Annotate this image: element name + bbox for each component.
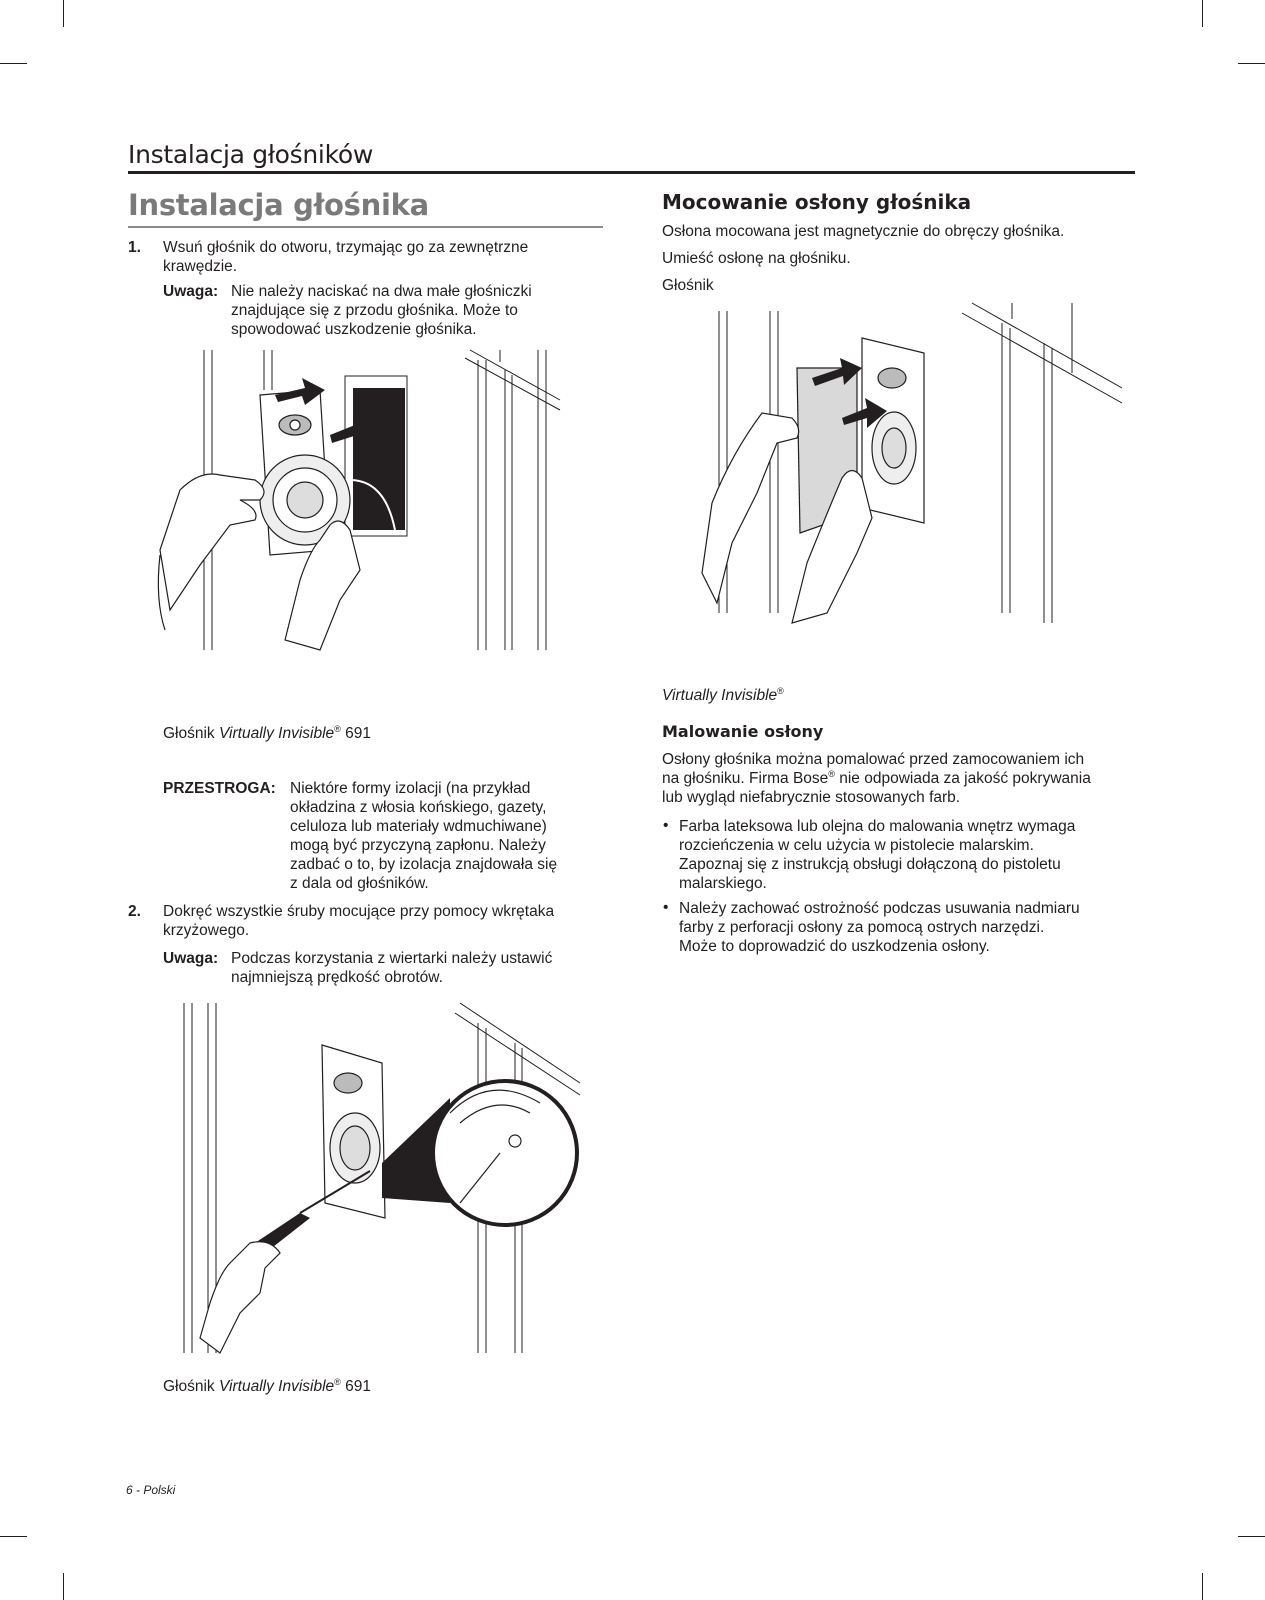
caption-product-name: Virtually Invisible <box>662 687 778 704</box>
caution-line: z dala od głośników. <box>290 875 429 892</box>
bullet-item <box>679 817 1075 893</box>
heading-attach-grille: Mocowanie osłony głośnika <box>662 190 972 214</box>
bullet-line: rozcieńczenia w celu użycia w pistolecie malarskim. <box>679 837 1034 854</box>
step-1-line: krawędzie. <box>163 258 238 275</box>
step-2-line: Dokręć wszystkie śruby mocujące przy pomocy wkrętaka <box>163 903 555 920</box>
step-1-number: 1. <box>128 239 141 256</box>
paragraph-line: lub wygląd niefabrycznie stosowanych farb. <box>662 789 961 806</box>
note-line: Podczas korzystania z wiertarki należy ustawić <box>231 950 553 967</box>
registered-mark: ® <box>334 1377 341 1387</box>
bullet-symbol: • <box>663 899 669 916</box>
caption-grille <box>662 687 784 705</box>
caution-line: mogą być przyczyną zapłonu. Należy <box>290 837 546 854</box>
caution-line: okładzina z włosia końskiego, gazety, <box>290 799 547 816</box>
step-1-text <box>163 238 528 276</box>
step-1-note-text <box>231 282 532 339</box>
heading-rule <box>128 226 603 228</box>
note-line: spowodować uszkodzenie głośnika. <box>231 321 477 338</box>
crop-mark <box>1238 1536 1265 1537</box>
heading-painting-grille: Malowanie osłony <box>662 722 824 741</box>
crop-mark <box>1202 0 1203 27</box>
illustration-tighten-screws <box>160 1003 580 1363</box>
crop-mark <box>0 63 27 64</box>
caution-label: PRZESTROGA: <box>163 780 276 797</box>
caution-line: celuloza lub materiały wdmuchiwane) <box>290 818 547 835</box>
heading-speaker-installation: Instalacja głośnika <box>128 188 429 222</box>
registered-mark: ® <box>828 769 835 779</box>
caption-prefix: Głośnik <box>163 725 219 742</box>
note-line: najmniejszą prędkość obrotów. <box>231 969 443 986</box>
header-rule <box>128 171 1135 174</box>
illustration-insert-speaker <box>160 350 560 660</box>
step-2-number: 2. <box>128 903 141 920</box>
page-footer: 6 - Polski <box>126 1483 176 1497</box>
bullet-line: Może to doprowadzić do uszkodzenia osłony. <box>679 938 990 955</box>
caption-model: 691 <box>340 1378 371 1395</box>
crop-mark <box>63 0 64 27</box>
caution-text <box>290 779 557 893</box>
crop-mark <box>0 1536 27 1537</box>
paragraph-line: Osłony głośnika można pomalować przed zamocowaniem ich <box>662 751 1085 768</box>
registered-mark: ® <box>334 724 341 734</box>
paragraph-text: na głośniku. Firma Bose <box>662 770 829 787</box>
bullet-line: Zapoznaj się z instrukcją obsługi dołączoną do pistoletu <box>679 856 1061 873</box>
caption-product-name: Virtually Invisible <box>219 725 335 742</box>
registered-mark: ® <box>777 686 784 696</box>
bullet-line: malarskiego. <box>679 875 767 892</box>
step-2-text <box>163 902 554 940</box>
crop-mark <box>63 1573 64 1600</box>
bullet-line: Farba lateksowa lub olejna do malowania wnętrz wymaga <box>679 818 1076 835</box>
caution-line: zadbać o to, by izolacja znajdowała się <box>290 856 558 873</box>
step-2-line: krzyżowego. <box>163 922 250 939</box>
step-2-note-text <box>231 949 552 987</box>
note-line: znajdujące się z przodu głośnika. Może to <box>231 302 518 319</box>
section-title: Instalacja głośników <box>128 140 374 169</box>
speaker-label: Głośnik <box>662 277 714 294</box>
bullet-item <box>679 899 1080 956</box>
paragraph-text: nie odpowiada za jakość pokrywania <box>834 770 1091 787</box>
grille-place-text: Umieść osłonę na głośniku. <box>662 250 851 267</box>
caption-prefix: Głośnik <box>163 1378 219 1395</box>
caption-2 <box>163 1378 371 1396</box>
step-2-note-label: Uwaga: <box>163 950 219 967</box>
caption-1 <box>163 725 371 743</box>
crop-mark <box>1238 63 1265 64</box>
caption-model: 691 <box>340 725 371 742</box>
grille-magnetic-text: Osłona mocowana jest magnetycznie do obręczy głośnika. <box>662 223 1065 240</box>
caption-product-name: Virtually Invisible <box>219 1378 335 1395</box>
bullet-line: Należy zachować ostrożność podczas usuwania nadmiaru <box>679 900 1080 917</box>
crop-mark <box>1202 1573 1203 1600</box>
paragraph-line <box>662 769 1091 788</box>
painting-paragraph <box>662 750 1091 807</box>
step-1-line: Wsuń głośnik do otworu, trzymając go za zewnętrzne <box>163 239 529 256</box>
note-line: Nie należy naciskać na dwa małe głośniczki <box>231 283 532 300</box>
illustration-attach-grille <box>662 303 1122 643</box>
step-1-note-label: Uwaga: <box>163 283 219 300</box>
bullet-symbol: • <box>663 817 669 834</box>
caution-line: Niektóre formy izolacji (na przykład <box>290 780 531 797</box>
bullet-line: farby z perforacji osłony za pomocą ostrych narzędzi. <box>679 919 1045 936</box>
